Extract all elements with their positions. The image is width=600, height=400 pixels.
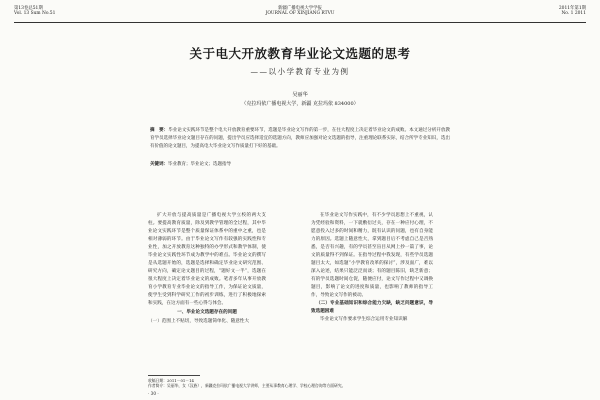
header-volume-cn: 第13卷总51期 xyxy=(14,6,43,11)
article-subtitle: ——以小学教育专业为例 xyxy=(250,67,350,76)
keywords-label: 关键词： xyxy=(150,162,168,167)
header-journal xyxy=(14,6,586,17)
keywords-text: 毕业教育；毕业论文；选题指导 xyxy=(168,162,231,167)
body-column-right xyxy=(311,212,433,324)
header-issue-cn: 2011年第1期 xyxy=(558,6,586,11)
header-journal-en: JOURNAL OF XINJIANG RTVU xyxy=(265,11,335,17)
abstract-text: 毕业论文实践环节是整个电大开放教育重要环节，选题是毕业论文写作的第一步，在往大程度上决定着毕业论文的成败。本文通过分析开放教育学员选择毕业论文题目存在的问题，提出学员应选择适宜的选题方向，教师应加强对论文选题的指导，注重理论联系实际，结合所学专业知识，选出有价值的论文题目，为提高电大毕业论文写作质量打下好的基础。 xyxy=(150,128,450,149)
abstract-label: 摘 要： xyxy=(150,128,169,133)
abstract xyxy=(150,127,450,151)
running-header xyxy=(14,6,586,26)
footnote xyxy=(148,378,448,388)
keywords xyxy=(150,161,450,169)
body-paragraph: 扩大开放与提高质量是广播电视大学立校的两大支柱。要提高教育质量，除及到教学管理的全过程，其中毕业论文实践环节是整个质量保证体系中的重中之重，也是相对薄弱的环节。由于毕业论文写作有较强的实践性和专业性，加之开放教育这种独特的办学形式和教学体制，使毕业论文实践性环节成为教学中的难点。毕业论文的撰写是从选题开始的，选题是选择和确定毕业论文研究范围、研究方向，确定论文题目的过程，“题好文一半”，选题在很大程度上决定着毕业论文的成败。笔者多年从事开放教育小学教育专业毕业论文的指导工作，为保证论文质量，使学生受到科学研究工作的初步训练，进行了积极地探索和实践，在这方面有一些心得与体会。 xyxy=(148,213,266,306)
body-column-left xyxy=(148,212,266,326)
article-affiliation: （克拉玛依广播电视大学，新疆 克拉玛依 834000） xyxy=(241,101,359,107)
body-paragraph: 在毕业论文写作实践中，有不少学员思想上不重视，认为凭经验和资料，一下就敷衍过关，存在一种应付心理，不愿意投入过多的时间和精力，既有认识的问题，也有自身能力的原因。选题上随意性大，拿到题目后不考虑自己是否熟悉，是否有兴趣，有的学员甚至盲目从网上抄一篇了事，论文的质量得不到保证。在指导过程中我发现，有些学员选题题目太大，如选题“小学教育改革的探讨”，涉及面广，难以深入论述，结果只能泛泛而谈；有的题目陈旧，缺乏新意；有的学员选题时间仓促，随便应付，论文写作过程中又调换题目，影响了论文的进度和质量，也影响了教师的指导工作，导致论文写作的被动。 xyxy=(311,213,433,298)
footnote-divider xyxy=(148,375,200,376)
body-paragraph: 毕业论文写作要求学生综合运用专业知识解 xyxy=(320,317,408,322)
section-heading: 一、毕业论文选题存在的问题 xyxy=(177,310,237,315)
article-title: 关于电大开放教育毕业论文选题的思考 xyxy=(189,46,411,61)
footnote-bio: 作者简介：吴丽华，女（汉族），新疆克拉玛依广播电视大学讲师，主要从事教育心理学、学校心理咨询等方面研究。 xyxy=(148,383,346,389)
header-issue-en: No. 1 2011 xyxy=(561,11,586,17)
header-divider xyxy=(14,22,586,23)
header-volume-en: Vol. 13 Sum No.51 xyxy=(14,11,56,17)
header-journal-cn: 新疆广播电视大学学报 xyxy=(278,6,322,11)
footnote-received: 收稿日期：2011－01－14 xyxy=(148,378,194,383)
header-issue xyxy=(559,6,586,17)
subsection-heading: （二）专业基础知识和综合能力欠缺，缺乏问题意识，导致选题困难 xyxy=(311,301,433,314)
page-number: · 30 · xyxy=(148,391,159,396)
subsection-heading: （一）范围上不贴切，导致选题简单化、随意性大 xyxy=(148,319,250,324)
article-author: 吴丽华 xyxy=(292,92,308,98)
